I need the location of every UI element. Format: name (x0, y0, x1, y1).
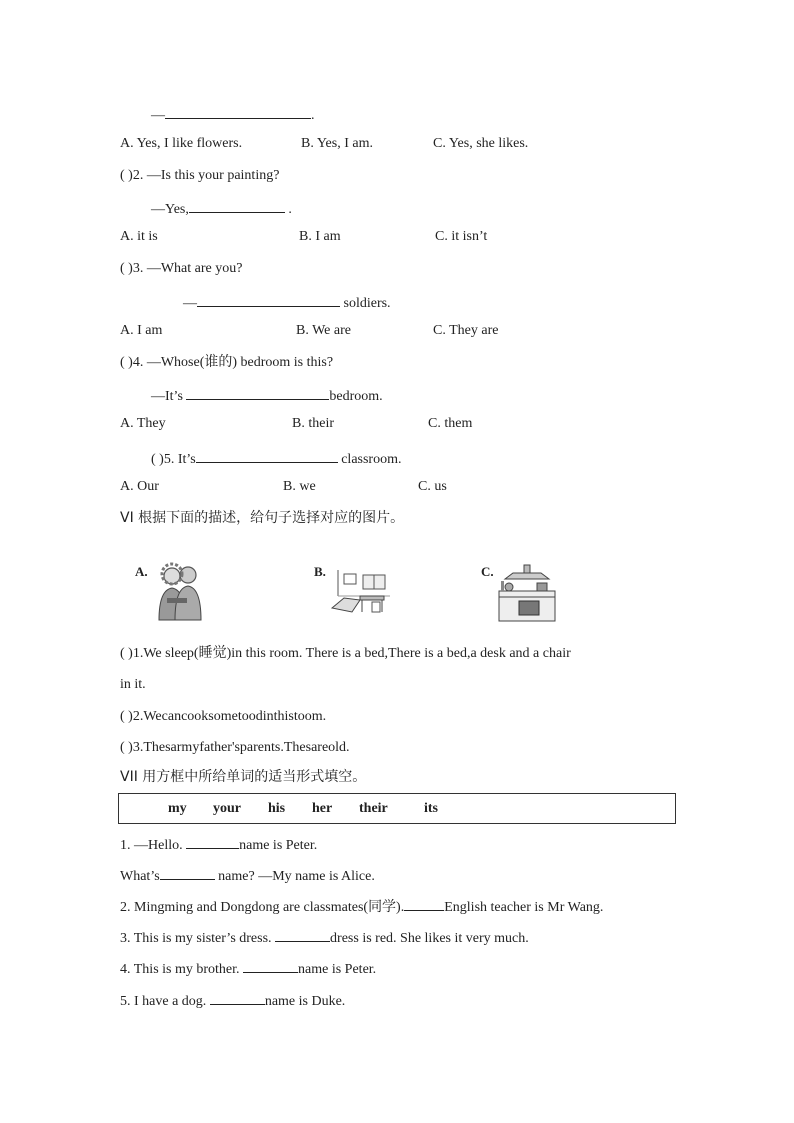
q5-question: ( )5. It’s classroom. (151, 448, 401, 469)
q2-question: ( )2. —Is this your painting? (120, 168, 280, 183)
answer-paren[interactable]: ( ) (151, 452, 164, 467)
section-6-item-3: ( )3.Thesarmyfather'sparents.Thesareold. (120, 740, 350, 755)
answer-blank[interactable] (243, 958, 298, 973)
section-7-item-1b: What’s name? —My name is Alice. (120, 865, 375, 886)
answer-paren[interactable]: ( ) (120, 355, 133, 370)
answer-paren[interactable]: ( (120, 709, 129, 724)
section-6-item-1: ( )1.We sleep(睡觉)in this room. There is a bed,There is a bed,a desk and a chair (120, 646, 571, 661)
answer-paren[interactable]: ( ) (120, 261, 133, 276)
word-my: my (168, 801, 187, 816)
q2-answer-line: —Yes, . (151, 198, 292, 219)
answer-blank[interactable] (210, 990, 265, 1005)
q2-option-a[interactable]: A. it is (120, 229, 158, 244)
q3-answer-line: — soldiers. (183, 292, 391, 313)
section-6-item-1-cont: in it. (120, 677, 146, 692)
q1-answer-line: — . (151, 104, 315, 125)
q3-option-a[interactable]: A. I am (120, 323, 163, 338)
q1-option-c[interactable]: C. Yes, she likes. (433, 136, 529, 151)
answer-blank[interactable] (189, 198, 285, 213)
q4-option-a[interactable]: A. They (120, 416, 166, 431)
word-their: their (359, 801, 388, 816)
q2-option-c[interactable]: C. it isn’t (435, 229, 488, 244)
q4-option-b[interactable]: B. their (292, 416, 334, 431)
q4-question: ( )4. —Whose(谁的) bedroom is this? (120, 355, 334, 370)
section-7-item-2: 2. Mingming and Dongdong are classmates(同学). English teacher is Mr Wang. (120, 896, 603, 917)
q5-option-a[interactable]: A. Our (120, 479, 159, 494)
kitchen-picture-icon (497, 563, 557, 628)
answer-blank[interactable] (186, 385, 329, 400)
section-6-title: VI 根据下面的描述，给句子选择对应的图片。 (120, 510, 405, 526)
answer-blank[interactable] (196, 448, 338, 463)
section-7-item-3: 3. This is my sister’s dress. dress is red. She likes it very much. (120, 927, 529, 948)
q3-option-c[interactable]: C. They are (433, 323, 499, 338)
q3-question: ( )3. —What are you? (120, 261, 243, 276)
answer-paren[interactable]: ( (120, 646, 129, 661)
q2-option-b[interactable]: B. I am (299, 229, 341, 244)
section-6-item-2: ( )2.Wecancooksometoodinthistoom. (120, 709, 327, 724)
q4-option-c[interactable]: C. them (428, 416, 473, 431)
word-his: his (268, 801, 286, 816)
q4-answer-line: —It’s bedroom. (151, 385, 383, 406)
q5-option-b[interactable]: B. we (283, 479, 316, 494)
section-7-item-5: 5. I have a dog. name is Duke. (120, 990, 345, 1011)
bedroom-picture-icon (330, 570, 392, 621)
grandparents-picture-icon (155, 562, 205, 627)
word-her: her (312, 801, 333, 816)
word-your: your (213, 801, 241, 816)
answer-blank[interactable] (186, 834, 239, 849)
answer-blank[interactable] (404, 896, 444, 911)
picture-label-b: B. (314, 564, 326, 579)
q3-option-b[interactable]: B. We are (296, 323, 351, 338)
section-7-item-1: 1. —Hello. name is Peter. (120, 834, 317, 855)
section-7-title: VII 用方框中所给单词的适当形式填空。 (120, 769, 367, 785)
answer-paren[interactable]: ( ) (120, 168, 133, 183)
q1-option-a[interactable]: A. Yes, I like flowers. (120, 136, 243, 151)
answer-blank[interactable] (165, 104, 311, 119)
picture-label-a: A. (135, 564, 148, 579)
answer-paren[interactable]: ( (120, 740, 129, 755)
word-box (118, 793, 676, 824)
answer-blank[interactable] (160, 865, 215, 880)
q5-option-c[interactable]: C. us (418, 479, 447, 494)
section-7-item-4: 4. This is my brother. name is Peter. (120, 958, 376, 979)
word-its: its (424, 801, 438, 816)
answer-blank[interactable] (197, 292, 340, 307)
q1-option-b[interactable]: B. Yes, I am. (301, 136, 373, 151)
answer-blank[interactable] (275, 927, 330, 942)
picture-label-c: C. (481, 564, 494, 579)
